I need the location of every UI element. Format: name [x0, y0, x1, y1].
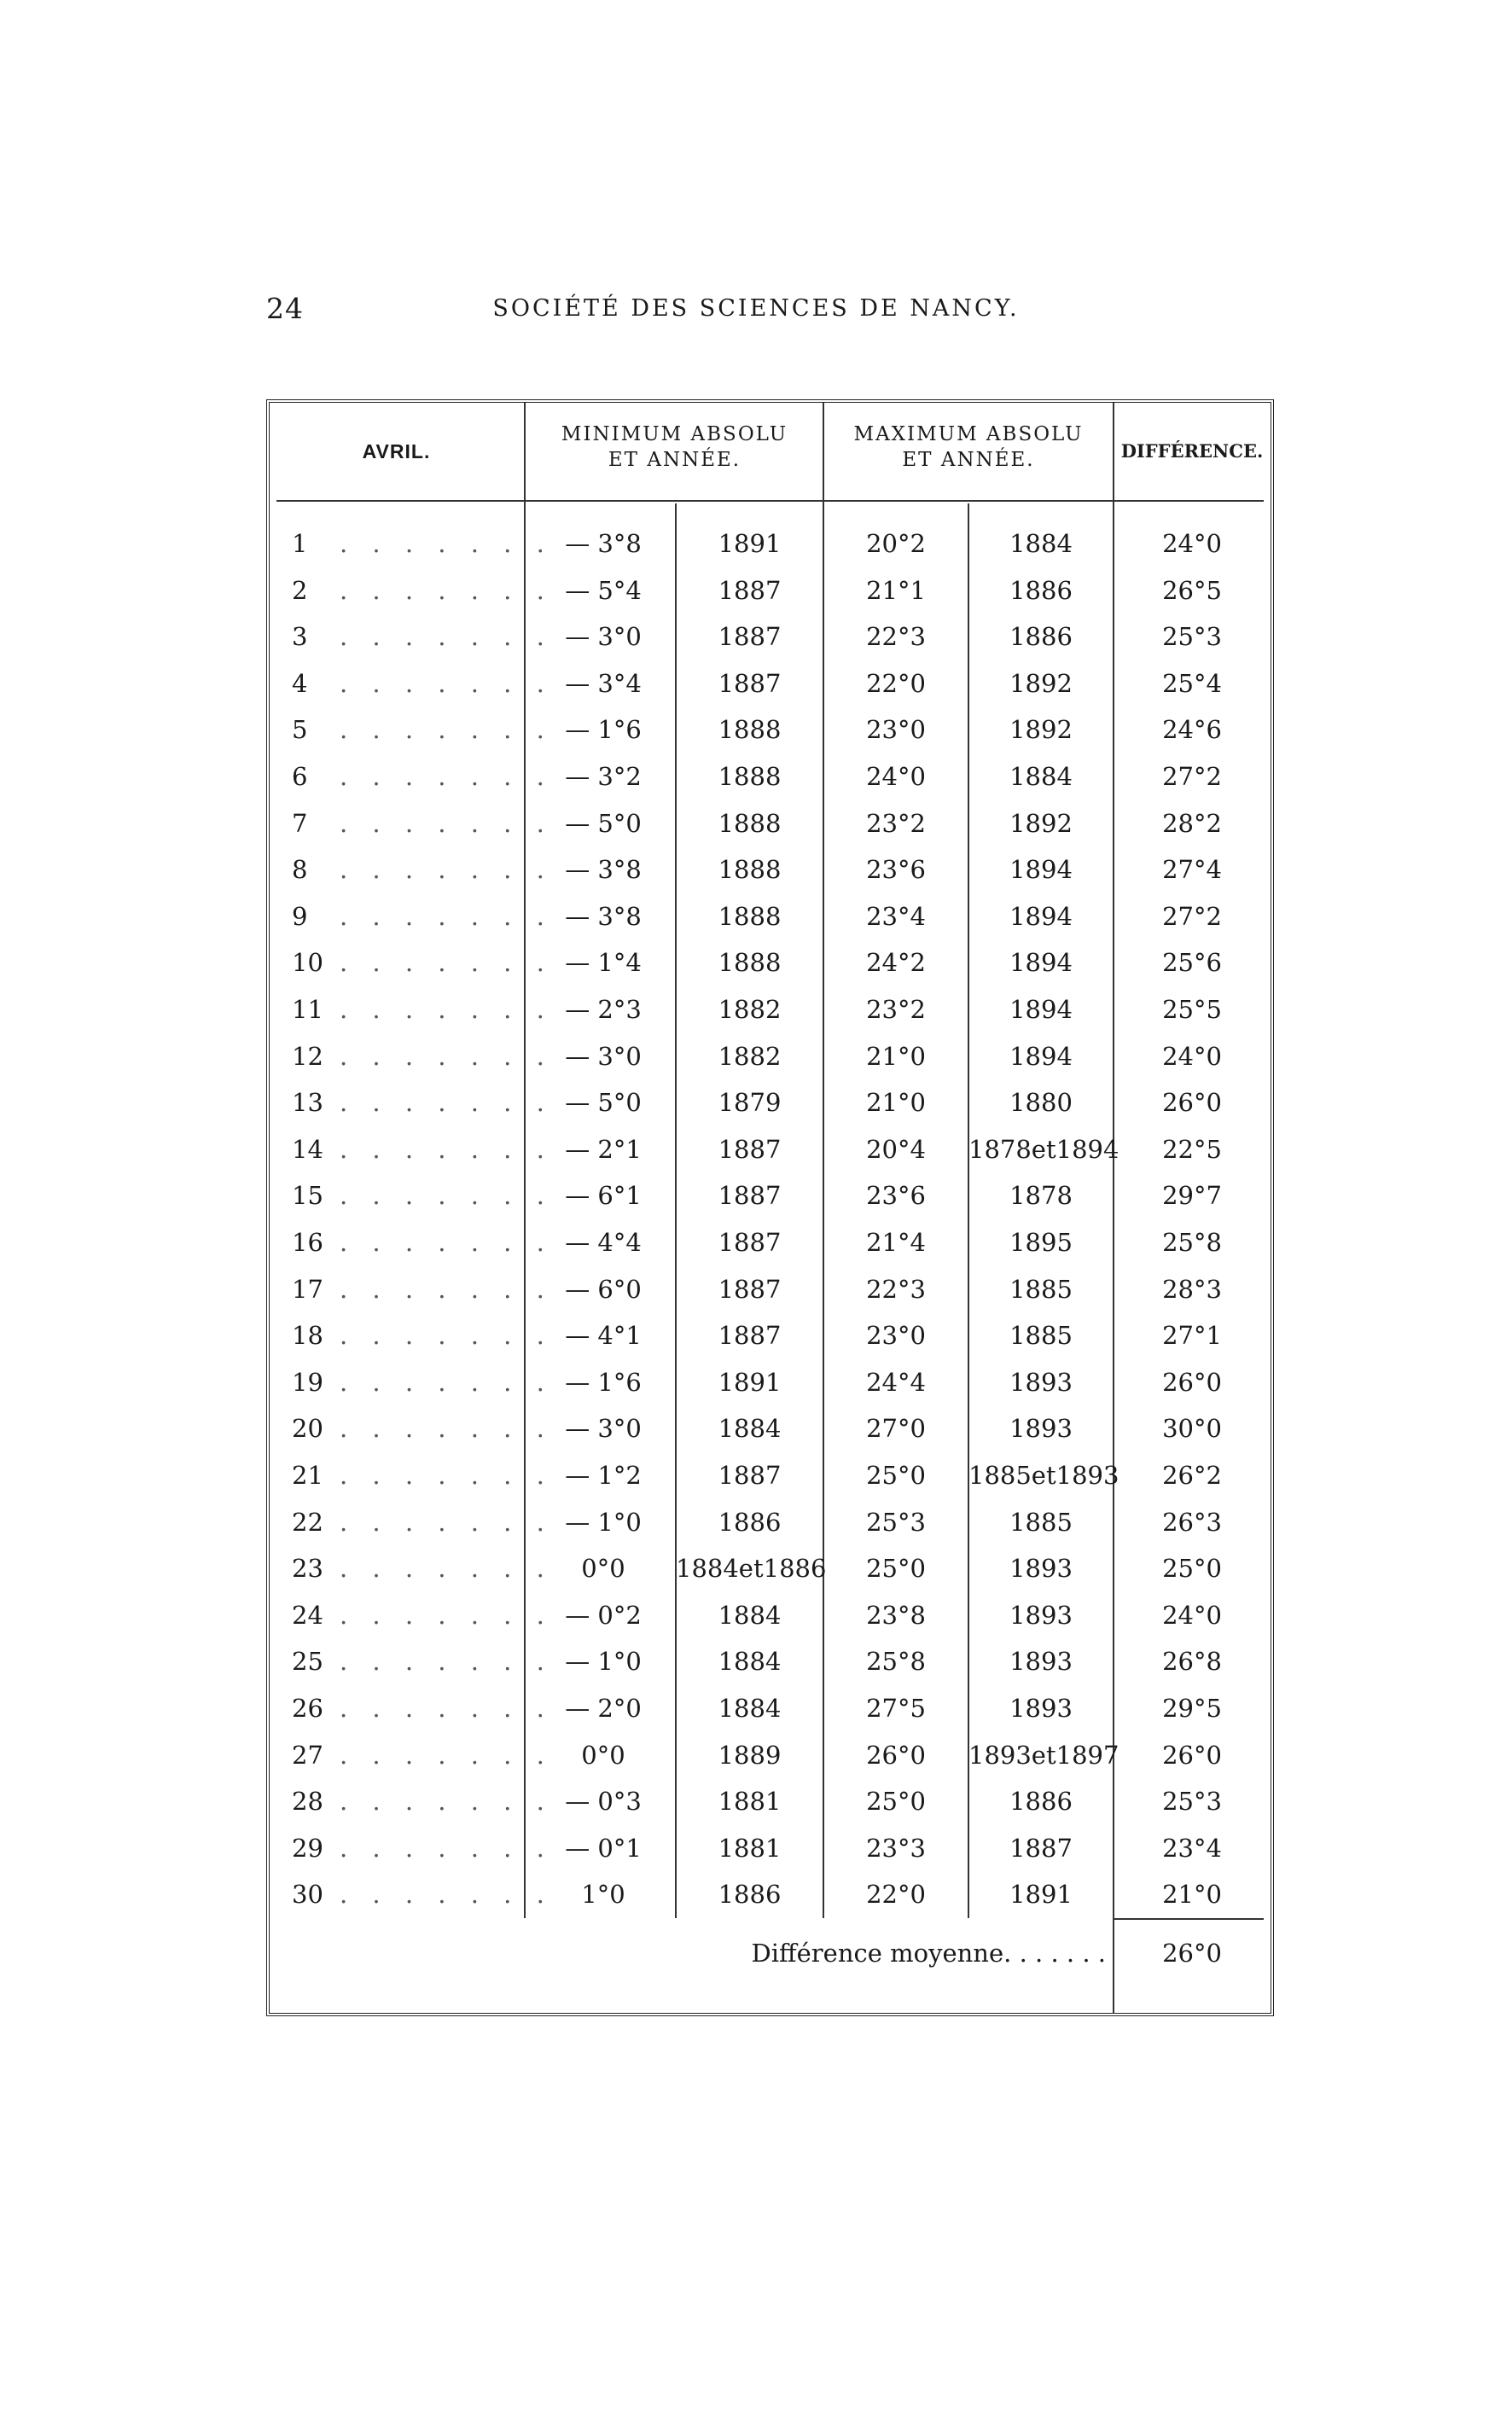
- minimum-temperature: — 5°0: [565, 1088, 642, 1118]
- minimum-temperature: — 5°4: [565, 575, 642, 605]
- dot-leader: . . . . . . .: [340, 1554, 553, 1584]
- minimum-temperature: — 1°4: [565, 948, 642, 978]
- maximum-temperature: 25°0: [866, 1554, 926, 1584]
- maximum-year: 1893: [1009, 1414, 1073, 1444]
- table-row: [270, 893, 1271, 939]
- maximum-year: 1886: [1009, 622, 1073, 652]
- maximum-year: 1893: [1009, 1367, 1073, 1397]
- maximum-temperature: 23°3: [866, 1833, 926, 1863]
- maximum-temperature: 23°8: [866, 1600, 926, 1630]
- minimum-temperature: — 1°6: [565, 715, 642, 745]
- difference-value: 25°0: [1162, 1554, 1222, 1584]
- minimum-temperature: 0°0: [581, 1740, 625, 1770]
- table-row: [270, 1079, 1271, 1125]
- dot-leader: . . . . . . .: [340, 995, 553, 1024]
- difference-value: 27°2: [1162, 762, 1222, 791]
- minimum-temperature: — 3°8: [565, 855, 642, 885]
- maximum-year: 1885: [1009, 1321, 1073, 1351]
- dot-leader: . . . . . . .: [340, 715, 553, 745]
- dot-leader: . . . . . . .: [340, 1274, 553, 1304]
- maximum-temperature: 23°0: [866, 715, 926, 745]
- minimum-year: 1888: [718, 715, 782, 745]
- minimum-year: 1886: [718, 1880, 782, 1910]
- day-number: 15: [292, 1181, 323, 1211]
- table-row: [270, 520, 1271, 567]
- maximum-temperature: 22°3: [866, 1274, 926, 1304]
- maximum-temperature: 22°3: [866, 622, 926, 652]
- minimum-temperature: — 3°8: [565, 901, 642, 931]
- minimum-temperature: — 3°0: [565, 1414, 642, 1444]
- maximum-year: 1894: [1009, 948, 1073, 978]
- maximum-temperature: 24°4: [866, 1367, 926, 1397]
- day-number: 3: [292, 622, 308, 652]
- table-row: [270, 1638, 1271, 1684]
- dot-leader: . . . . . . .: [340, 1088, 553, 1118]
- maximum-temperature: 22°0: [866, 1880, 926, 1910]
- difference-value: 26°8: [1162, 1647, 1222, 1677]
- day-cell: [292, 1033, 553, 1079]
- difference-value: 29°7: [1162, 1181, 1222, 1211]
- table-row: [270, 939, 1271, 986]
- maximum-temperature: 27°0: [866, 1414, 926, 1444]
- maximum-year: 1884: [1009, 529, 1073, 558]
- minimum-year: 1889: [718, 1740, 782, 1770]
- minimum-temperature: — 6°0: [565, 1274, 642, 1304]
- dot-leader: . . . . . . .: [340, 575, 553, 605]
- maximum-year: 1893: [1009, 1554, 1073, 1584]
- day-number: 23: [292, 1554, 323, 1584]
- table-row: [270, 1126, 1271, 1172]
- day-number: 11: [292, 995, 323, 1024]
- minimum-temperature: — 1°0: [565, 1507, 642, 1537]
- dot-leader: . . . . . . .: [340, 1787, 553, 1817]
- day-number: 16: [292, 1228, 323, 1257]
- maximum-temperature: 23°6: [866, 1181, 926, 1211]
- day-number: 1: [292, 529, 308, 558]
- maximum-temperature: 26°0: [866, 1740, 926, 1770]
- minimum-year: 1884: [718, 1694, 782, 1723]
- day-number: 17: [292, 1274, 323, 1304]
- maximum-year: 1891: [1009, 1880, 1073, 1910]
- maximum-temperature: 24°2: [866, 948, 926, 978]
- minimum-year: 1887: [718, 1321, 782, 1351]
- minimum-year: 1884et1886: [676, 1554, 827, 1584]
- table-row: [270, 1172, 1271, 1218]
- day-number: 6: [292, 762, 308, 791]
- day-cell: [292, 893, 553, 939]
- header-minimum-line1: MINIMUM ABSOLU: [561, 423, 788, 445]
- day-number: 4: [292, 668, 308, 698]
- dot-leader: . . . . . . .: [340, 1228, 553, 1257]
- dot-leader: . . . . . . .: [340, 808, 553, 838]
- minimum-year: 1887: [718, 1134, 782, 1164]
- minimum-year: 1891: [718, 529, 782, 558]
- table-row: [270, 1825, 1271, 1871]
- day-number: 13: [292, 1088, 323, 1118]
- dot-leader: . . . . . . .: [340, 1833, 553, 1863]
- difference-value: 25°8: [1162, 1228, 1222, 1257]
- dot-leader: . . . . . . .: [340, 1041, 553, 1071]
- difference-value: 25°5: [1162, 995, 1222, 1024]
- dot-leader: . . . . . . .: [340, 1647, 553, 1677]
- minimum-year: 1887: [718, 1461, 782, 1490]
- table-row: [270, 1592, 1271, 1638]
- difference-value: 24°0: [1162, 529, 1222, 558]
- table-row: [270, 986, 1271, 1032]
- day-cell: [292, 1405, 553, 1451]
- table-row: [270, 1359, 1271, 1405]
- dot-leader: . . . . . . .: [340, 762, 553, 791]
- dot-leader: . . . . . . .: [340, 1414, 553, 1444]
- day-number: 5: [292, 715, 308, 745]
- day-number: 20: [292, 1414, 323, 1444]
- maximum-temperature: 25°0: [866, 1461, 926, 1490]
- day-cell: [292, 986, 553, 1032]
- maximum-temperature: 23°4: [866, 901, 926, 931]
- minimum-year: 1888: [718, 948, 782, 978]
- maximum-year: 1878et1894: [968, 1134, 1119, 1164]
- day-cell: [292, 1219, 553, 1265]
- dot-leader: . . . . . . .: [340, 1367, 553, 1397]
- header-minimum: [526, 422, 823, 473]
- minimum-temperature: — 3°2: [565, 762, 642, 791]
- maximum-year: 1894: [1009, 855, 1073, 885]
- difference-value: 23°4: [1162, 1833, 1222, 1863]
- minimum-temperature: — 0°3: [565, 1787, 642, 1817]
- table-row: [270, 613, 1271, 660]
- dot-leader: . . . . . . .: [340, 855, 553, 885]
- dot-leader: . . . . . . .: [340, 529, 553, 558]
- table-row: [270, 753, 1271, 800]
- day-cell: [292, 1126, 553, 1172]
- table-row: [270, 1685, 1271, 1731]
- minimum-temperature: — 3°4: [565, 668, 642, 698]
- difference-value: 27°2: [1162, 901, 1222, 931]
- minimum-year: 1887: [718, 575, 782, 605]
- table-row: [270, 1266, 1271, 1312]
- dot-leader: . . . . . . .: [340, 622, 553, 652]
- dot-leader: . . . . . . .: [340, 1461, 553, 1490]
- day-cell: [292, 707, 553, 753]
- difference-value: 24°0: [1162, 1041, 1222, 1071]
- day-cell: [292, 1825, 553, 1871]
- dot-leader: . . . . . . .: [340, 668, 553, 698]
- difference-value: 28°3: [1162, 1274, 1222, 1304]
- day-number: 30: [292, 1880, 323, 1910]
- day-number: 12: [292, 1041, 323, 1071]
- minimum-temperature: — 1°0: [565, 1647, 642, 1677]
- table-row: [270, 1312, 1271, 1358]
- minimum-temperature: — 2°1: [565, 1134, 642, 1164]
- minimum-year: 1888: [718, 855, 782, 885]
- table-row: [270, 1405, 1271, 1451]
- day-cell: [292, 660, 553, 707]
- table-row: [270, 1219, 1271, 1265]
- day-cell: [292, 1638, 553, 1684]
- day-cell: [292, 520, 553, 567]
- minimum-temperature: — 2°0: [565, 1694, 642, 1723]
- minimum-temperature: — 3°0: [565, 1041, 642, 1071]
- difference-value: 26°2: [1162, 1461, 1222, 1490]
- day-number: 7: [292, 808, 308, 838]
- dot-leader: . . . . . . .: [340, 1694, 553, 1723]
- maximum-year: 1892: [1009, 808, 1073, 838]
- table-row: [270, 660, 1271, 707]
- maximum-year: 1880: [1009, 1088, 1073, 1118]
- day-cell: [292, 1778, 553, 1824]
- header-minimum-line2: ET ANNÉE.: [608, 449, 741, 471]
- minimum-year: 1884: [718, 1647, 782, 1677]
- header-maximum: [823, 422, 1114, 473]
- table-row: [270, 1871, 1271, 1917]
- maximum-temperature: 23°0: [866, 1321, 926, 1351]
- dot-leader: . . . . . . .: [340, 1507, 553, 1537]
- maximum-temperature: 22°0: [866, 668, 926, 698]
- footer-rule: [1114, 1918, 1264, 1920]
- maximum-year: 1884: [1009, 762, 1073, 791]
- dot-leader: . . . . . . .: [340, 1134, 553, 1164]
- difference-value: 21°0: [1162, 1880, 1222, 1910]
- day-cell: [292, 1545, 553, 1591]
- table-row: [270, 1452, 1271, 1498]
- header-maximum-line2: ET ANNÉE.: [902, 449, 1035, 471]
- minimum-year: 1887: [718, 668, 782, 698]
- maximum-temperature: 21°1: [866, 575, 926, 605]
- minimum-year: 1887: [718, 1274, 782, 1304]
- maximum-temperature: 25°8: [866, 1647, 926, 1677]
- day-number: 18: [292, 1321, 323, 1351]
- minimum-year: 1887: [718, 622, 782, 652]
- header-month: AVRIL.: [362, 440, 431, 462]
- maximum-year: 1886: [1009, 575, 1073, 605]
- page-number: 24: [266, 292, 304, 325]
- difference-value: 26°5: [1162, 575, 1222, 605]
- minimum-temperature: — 3°0: [565, 622, 642, 652]
- maximum-year: 1885et1893: [968, 1461, 1119, 1490]
- minimum-temperature: 1°0: [581, 1880, 625, 1910]
- day-cell: [292, 1312, 553, 1358]
- day-number: 27: [292, 1740, 323, 1770]
- difference-value: 26°0: [1162, 1740, 1222, 1770]
- day-cell: [292, 1079, 553, 1125]
- day-number: 2: [292, 575, 308, 605]
- maximum-year: 1892: [1009, 715, 1073, 745]
- difference-value: 30°0: [1162, 1414, 1222, 1444]
- page-header: [0, 292, 1512, 326]
- header-difference: DIFFÉRENCE.: [1120, 440, 1264, 462]
- day-number: 25: [292, 1647, 323, 1677]
- minimum-temperature: — 1°6: [565, 1367, 642, 1397]
- day-number: 26: [292, 1694, 323, 1723]
- maximum-temperature: 25°3: [866, 1507, 926, 1537]
- dot-leader: . . . . . . .: [340, 901, 553, 931]
- minimum-year: 1887: [718, 1181, 782, 1211]
- day-cell: [292, 567, 553, 613]
- minimum-temperature: — 1°2: [565, 1461, 642, 1490]
- minimum-year: 1882: [718, 995, 782, 1024]
- minimum-year: 1879: [718, 1088, 782, 1118]
- minimum-year: 1888: [718, 762, 782, 791]
- minimum-year: 1891: [718, 1367, 782, 1397]
- day-cell: [292, 846, 553, 893]
- minimum-year: 1888: [718, 808, 782, 838]
- dot-leader: . . . . . . .: [340, 1600, 553, 1630]
- difference-value: 25°3: [1162, 1787, 1222, 1817]
- maximum-year: 1894: [1009, 1041, 1073, 1071]
- minimum-temperature: 0°0: [581, 1554, 625, 1584]
- maximum-temperature: 23°6: [866, 855, 926, 885]
- maximum-year: 1892: [1009, 668, 1073, 698]
- table-row: [270, 1732, 1271, 1778]
- day-cell: [292, 1592, 553, 1638]
- maximum-year: 1893: [1009, 1694, 1073, 1723]
- minimum-temperature: — 4°1: [565, 1321, 642, 1351]
- maximum-temperature: 20°2: [866, 529, 926, 558]
- day-cell: [292, 613, 553, 660]
- maximum-year: 1886: [1009, 1787, 1073, 1817]
- maximum-temperature: 23°2: [866, 808, 926, 838]
- table-row: [270, 1778, 1271, 1824]
- difference-value: 24°0: [1162, 1600, 1222, 1630]
- minimum-year: 1881: [718, 1787, 782, 1817]
- maximum-temperature: 24°0: [866, 762, 926, 791]
- day-cell: [292, 753, 553, 800]
- maximum-year: 1885: [1009, 1507, 1073, 1537]
- mean-difference-label: Différence moyenne. . . . . . .: [751, 1939, 1106, 1968]
- header-rule: [276, 500, 1264, 502]
- maximum-year: 1894: [1009, 901, 1073, 931]
- day-cell: [292, 1172, 553, 1218]
- minimum-temperature: — 0°1: [565, 1833, 642, 1863]
- dot-leader: . . . . . . .: [340, 948, 553, 978]
- day-number: 19: [292, 1367, 323, 1397]
- day-cell: [292, 1871, 553, 1917]
- difference-value: 24°6: [1162, 715, 1222, 745]
- difference-value: 26°3: [1162, 1507, 1222, 1537]
- dot-leader: . . . . . . .: [340, 1181, 553, 1211]
- day-cell: [292, 800, 553, 846]
- difference-value: 29°5: [1162, 1694, 1222, 1723]
- minimum-temperature: — 6°1: [565, 1181, 642, 1211]
- minimum-year: 1888: [718, 901, 782, 931]
- maximum-year: 1893et1897: [968, 1740, 1119, 1770]
- table-row: [270, 1499, 1271, 1545]
- maximum-year: 1887: [1009, 1833, 1073, 1863]
- temperature-table: [266, 399, 1274, 2016]
- day-cell: [292, 1452, 553, 1498]
- table-row: [270, 846, 1271, 893]
- maximum-year: 1878: [1009, 1181, 1073, 1211]
- day-number: 8: [292, 855, 308, 885]
- difference-value: 26°0: [1162, 1367, 1222, 1397]
- day-number: 14: [292, 1134, 323, 1164]
- maximum-year: 1895: [1009, 1228, 1073, 1257]
- mean-difference-value: 26°0: [1162, 1939, 1222, 1968]
- difference-value: 27°4: [1162, 855, 1222, 885]
- minimum-year: 1884: [718, 1414, 782, 1444]
- maximum-temperature: 27°5: [866, 1694, 926, 1723]
- maximum-temperature: 23°2: [866, 995, 926, 1024]
- table-row: [270, 1033, 1271, 1079]
- day-number: 22: [292, 1507, 323, 1537]
- table-row: [270, 707, 1271, 753]
- minimum-temperature: — 5°0: [565, 808, 642, 838]
- minimum-temperature: — 2°3: [565, 995, 642, 1024]
- day-number: 9: [292, 901, 308, 931]
- maximum-year: 1894: [1009, 995, 1073, 1024]
- day-number: 24: [292, 1600, 323, 1630]
- minimum-year: 1884: [718, 1600, 782, 1630]
- minimum-year: 1881: [718, 1833, 782, 1863]
- minimum-temperature: — 0°2: [565, 1600, 642, 1630]
- difference-value: 28°2: [1162, 808, 1222, 838]
- maximum-temperature: 21°0: [866, 1041, 926, 1071]
- difference-value: 25°3: [1162, 622, 1222, 652]
- maximum-temperature: 25°0: [866, 1787, 926, 1817]
- table-row: [270, 800, 1271, 846]
- difference-value: 26°0: [1162, 1088, 1222, 1118]
- header-maximum-line1: MAXIMUM ABSOLU: [853, 423, 1084, 445]
- day-number: 28: [292, 1787, 323, 1817]
- day-cell: [292, 1359, 553, 1405]
- day-cell: [292, 939, 553, 986]
- minimum-year: 1886: [718, 1507, 782, 1537]
- maximum-temperature: 21°0: [866, 1088, 926, 1118]
- minimum-year: 1882: [718, 1041, 782, 1071]
- maximum-year: 1885: [1009, 1274, 1073, 1304]
- table-row: [270, 1545, 1271, 1591]
- day-number: 21: [292, 1461, 323, 1490]
- difference-value: 22°5: [1162, 1134, 1222, 1164]
- difference-value: 25°6: [1162, 948, 1222, 978]
- day-cell: [292, 1266, 553, 1312]
- difference-value: 27°1: [1162, 1321, 1222, 1351]
- minimum-year: 1887: [718, 1228, 782, 1257]
- day-number: 29: [292, 1833, 323, 1863]
- minimum-temperature: — 4°4: [565, 1228, 642, 1257]
- day-cell: [292, 1732, 553, 1778]
- dot-leader: . . . . . . .: [340, 1321, 553, 1351]
- table-row: [270, 567, 1271, 613]
- maximum-year: 1893: [1009, 1600, 1073, 1630]
- maximum-temperature: 20°4: [866, 1134, 926, 1164]
- minimum-temperature: — 3°8: [565, 529, 642, 558]
- day-number: 10: [292, 948, 323, 978]
- dot-leader: . . . . . . .: [340, 1880, 553, 1910]
- difference-value: 25°4: [1162, 668, 1222, 698]
- maximum-temperature: 21°4: [866, 1228, 926, 1257]
- running-title: SOCIÉTÉ DES SCIENCES DE NANCY.: [492, 295, 1020, 322]
- day-cell: [292, 1685, 553, 1731]
- day-cell: [292, 1499, 553, 1545]
- maximum-year: 1893: [1009, 1647, 1073, 1677]
- dot-leader: . . . . . . .: [340, 1740, 553, 1770]
